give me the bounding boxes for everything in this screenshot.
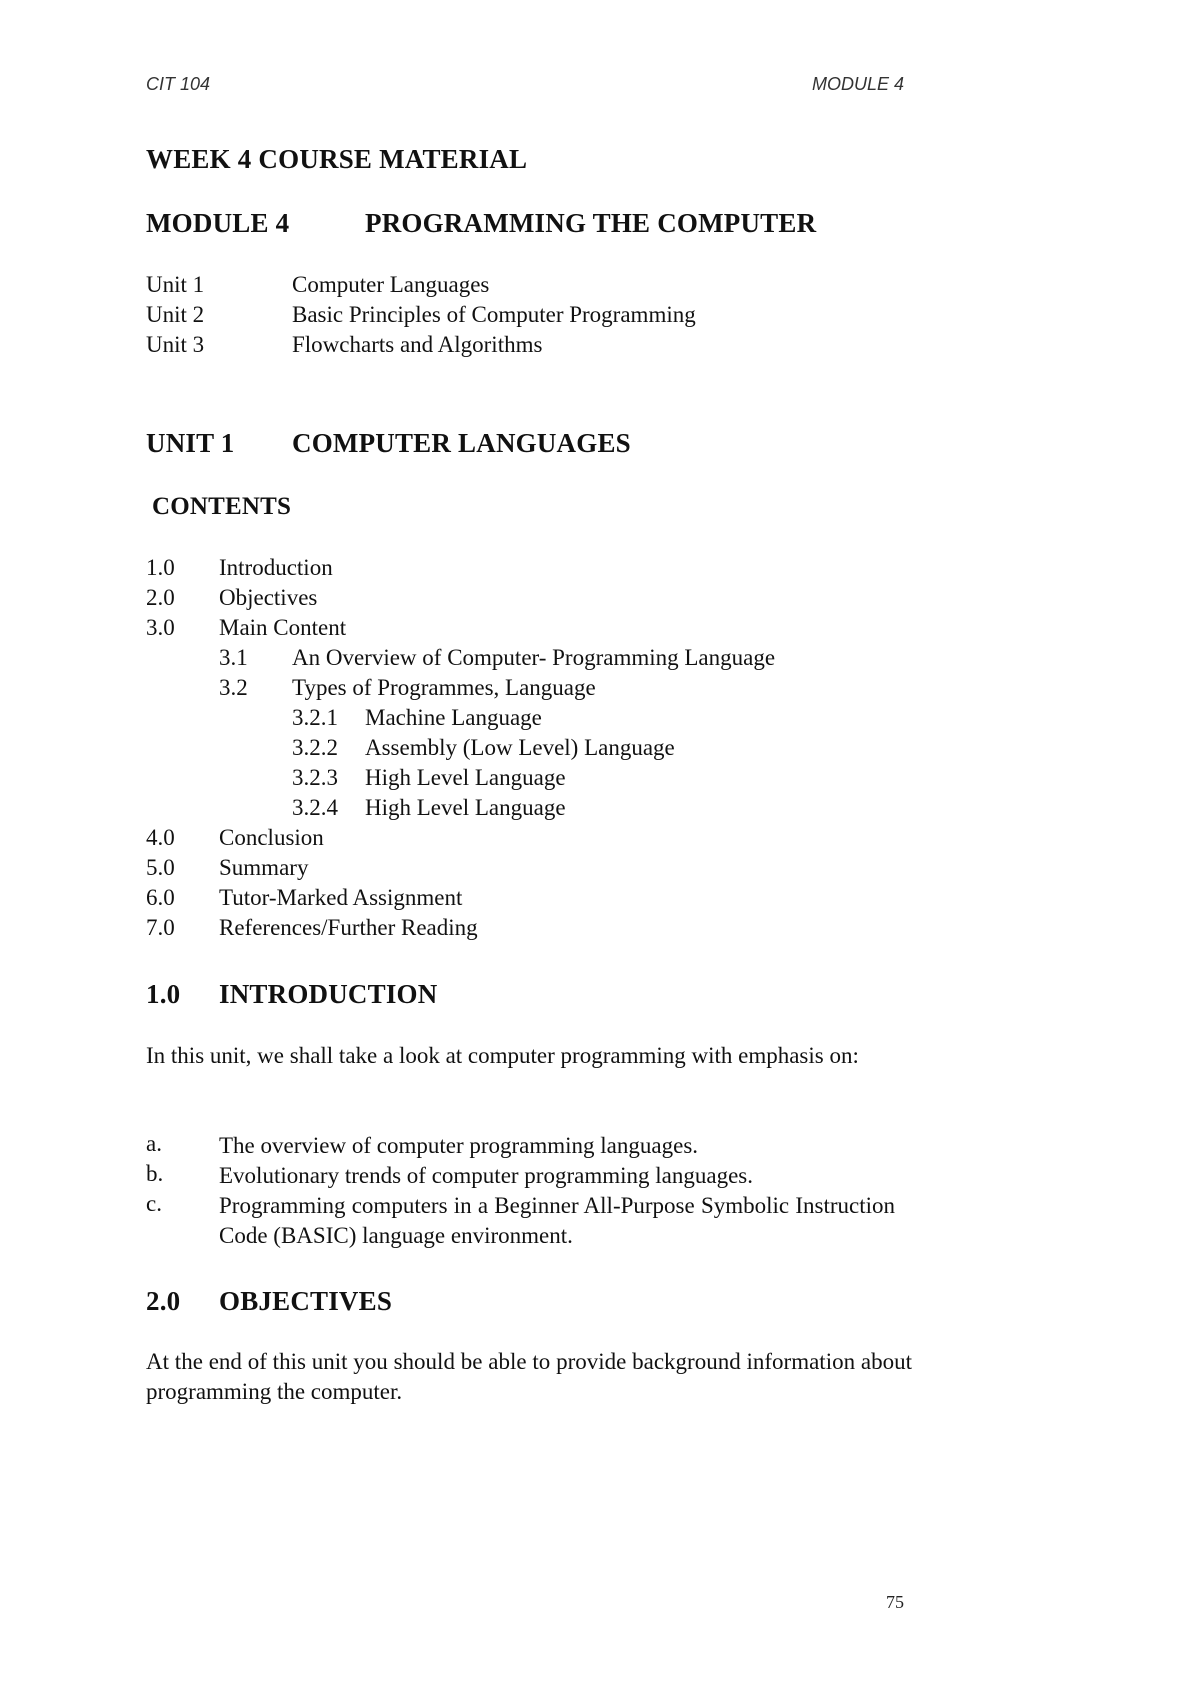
contents-title: CONTENTS (152, 493, 292, 520)
toc-number: 2.0 (146, 585, 175, 610)
toc-title: References/Further Reading (219, 915, 478, 940)
toc-number: 3.0 (146, 615, 175, 640)
toc-number: 3.2.1 (292, 705, 338, 730)
list-item: Evolutionary trends of computer programming languages. (219, 1163, 753, 1188)
toc-number: 3.2.4 (292, 795, 338, 820)
toc-number: 3.2.2 (292, 735, 338, 760)
toc-number: 5.0 (146, 855, 175, 880)
section-title: OBJECTIVES (219, 1286, 393, 1316)
unit-label: Unit 3 (146, 332, 205, 357)
module-label: MODULE 4 (146, 208, 290, 238)
header-module: MODULE 4 (811, 74, 904, 94)
section-title: INTRODUCTION (219, 979, 438, 1009)
module-title: PROGRAMMING THE COMPUTER (365, 208, 817, 238)
unit-title: Flowcharts and Algorithms (292, 332, 543, 357)
page-number: 75 (886, 1592, 904, 1612)
toc-number: 6.0 (146, 885, 175, 910)
toc-title: High Level Language (365, 795, 566, 820)
intro-paragraph: In this unit, we shall take a look at computer programming with emphasis on: (146, 1043, 859, 1068)
list-marker: b. (146, 1161, 164, 1186)
toc-number: 3.1 (219, 645, 248, 670)
list-item: The overview of computer programming languages. (219, 1133, 699, 1158)
unit-heading-title: COMPUTER LANGUAGES (292, 428, 631, 458)
unit-label: Unit 2 (146, 302, 205, 327)
toc-number: 4.0 (146, 825, 175, 850)
toc-number: 7.0 (146, 915, 175, 940)
toc-title: Main Content (219, 615, 347, 640)
section-number: 2.0 (146, 1286, 181, 1316)
toc-title: Tutor-Marked Assignment (219, 885, 463, 910)
toc-title: High Level Language (365, 765, 566, 790)
week-title: WEEK 4 COURSE MATERIAL (146, 144, 528, 174)
header-course-code: CIT 104 (146, 74, 211, 94)
unit-heading-label: UNIT 1 (146, 428, 235, 458)
toc-number: 3.2 (219, 675, 248, 700)
toc-title: Summary (219, 855, 309, 880)
toc-title: An Overview of Computer- Programming Language (292, 645, 776, 670)
unit-label: Unit 1 (146, 272, 205, 297)
toc-number: 3.2.3 (292, 765, 338, 790)
toc-number: 1.0 (146, 555, 175, 580)
list-marker: a. (146, 1131, 162, 1156)
toc-title: Introduction (219, 555, 333, 580)
toc-title: Conclusion (219, 825, 324, 850)
list-marker: c. (146, 1191, 162, 1216)
unit-title: Basic Principles of Computer Programming (292, 302, 696, 327)
toc-title: Machine Language (365, 705, 542, 730)
objectives-paragraph: At the end of this unit you should be able to provide background information about programming the computer. (146, 1349, 912, 1404)
toc-title: Types of Programmes, Language (292, 675, 596, 700)
list-item: Programming computers in a Beginner All-Purpose Symbolic Instruction Code (BASIC) language environment. (219, 1193, 895, 1248)
unit-title: Computer Languages (292, 272, 490, 297)
section-number: 1.0 (146, 979, 181, 1009)
toc-title: Objectives (219, 585, 318, 610)
toc-title: Assembly (Low Level) Language (365, 735, 675, 760)
